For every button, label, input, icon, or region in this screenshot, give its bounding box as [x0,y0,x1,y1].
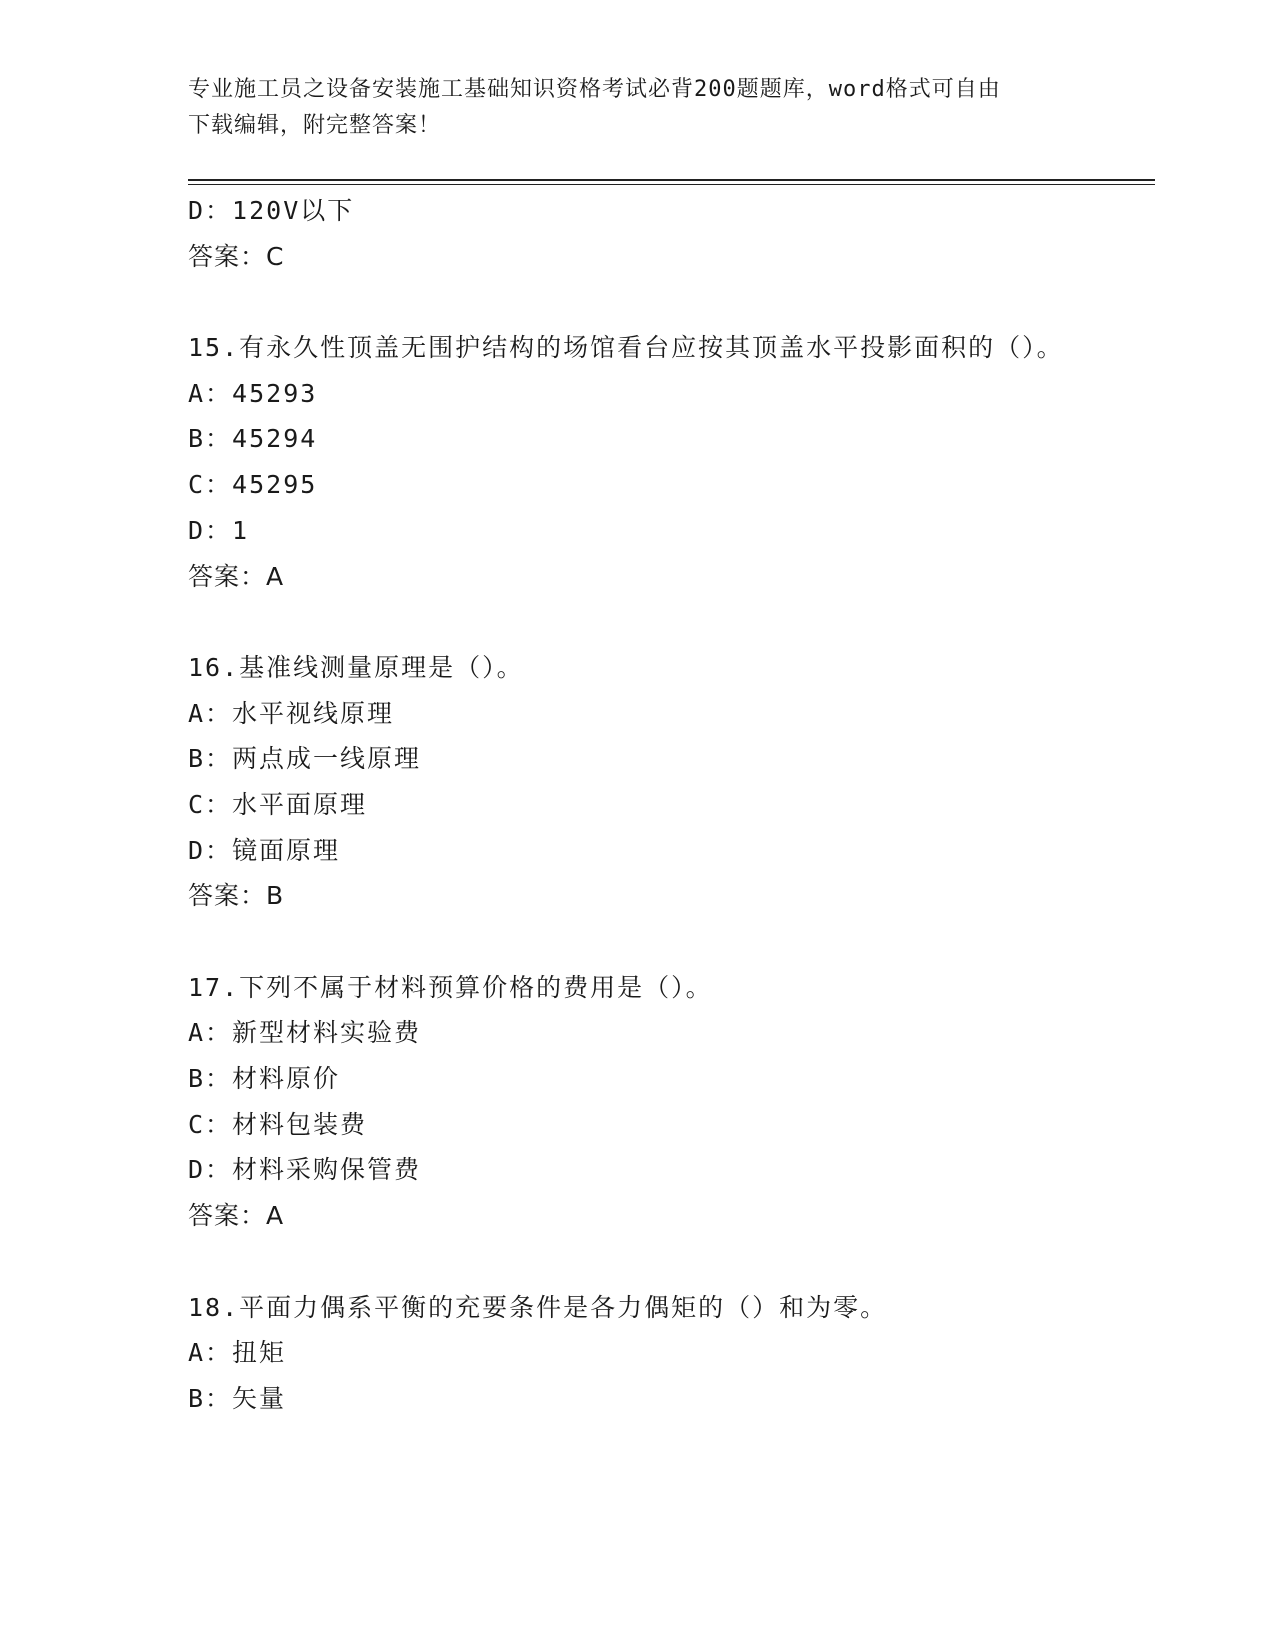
option-c: C：45295 [188,470,318,500]
answer-line: 答案：C [188,241,285,271]
option-a: A：45293 [188,378,318,408]
question-text: 15.有永久性顶盖无围护结构的场馆看台应按其顶盖水平投影面积的（）。 [188,333,1064,363]
answer-line: 答案：A [188,561,285,591]
option-d: D：镜面原理 [188,835,341,865]
answer-line: 答案：B [188,881,285,911]
question-text: 16.基准线测量原理是（）。 [188,652,524,682]
option-d: D：材料采购保管费 [188,1155,422,1185]
header-line-2: 下载编辑，附完整答案！ [188,113,442,138]
option-b: B：45294 [188,424,318,454]
option-b: B：矢量 [188,1383,287,1413]
option-c: C：材料包装费 [188,1109,368,1139]
header-divider-thick [188,179,1155,181]
question-list [188,188,1088,1422]
header-line-1: 专业施工员之设备安装施工基础知识资格考试必背200题题库，word格式可自由 [188,77,1001,102]
question-text: 18.平面力偶系平衡的充要条件是各力偶矩的（）和为零。 [188,1292,888,1322]
option-c: C：水平面原理 [188,789,368,819]
option-b: B：材料原价 [188,1064,341,1094]
header-divider-thin [188,184,1155,185]
question-block [188,1285,1088,1422]
document-header [188,72,1088,144]
question-block [188,325,1088,599]
option-a: A：扭矩 [188,1338,287,1368]
answer-line: 答案：A [188,1201,285,1231]
question-text: 17.下列不属于材料预算价格的费用是（）。 [188,972,713,1002]
option-a: A：水平视线原理 [188,698,395,728]
question-block [188,645,1088,919]
question-block [188,965,1088,1239]
option-d: D：120V以下 [188,196,355,225]
option-d: D：1 [188,515,250,545]
option-b: B：两点成一线原理 [188,744,422,774]
option-a: A：新型材料实验费 [188,1018,422,1048]
